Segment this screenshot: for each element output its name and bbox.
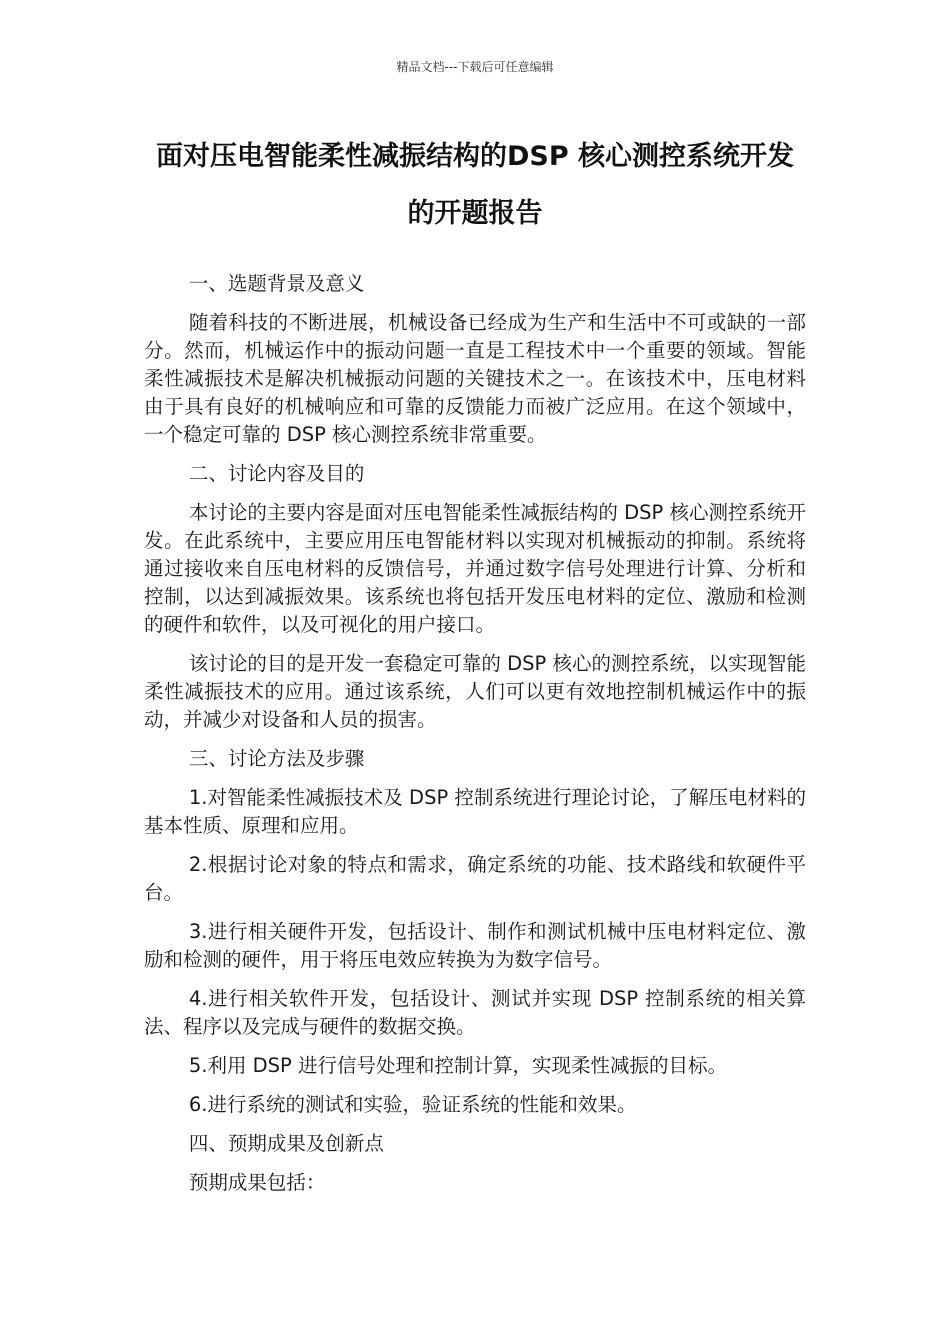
paragraph-expected-results: 预期成果包括：	[188, 1171, 326, 1194]
step-1: 1.对智能柔性减振技术及 DSP 控制系统进行理论讨论，了解压电材料的基本性质、原理和应用。	[144, 786, 806, 837]
section-heading-4: 四、预期成果及创新点	[188, 1132, 384, 1155]
paragraph-purpose: 该讨论的目的是开发一套稳定可靠的 DSP 核心的测控系统，以实现智能柔性减振技术的应用。通过该系统，人们可以更有效地控制机械运作中的振动，并减少对设备和人员的损害。	[144, 652, 806, 731]
header-note: 精品文档---下载后可任意编辑	[396, 60, 554, 74]
paragraph-content: 本讨论的主要内容是面对压电智能柔性减振结构的 DSP 核心测控系统开发。在此系统中，主要应用压电智能材料以实现对机械振动的抑制。系统将通过接收来自压电材料的反馈信号，并通过数字信号处理进行计算、分析和控制，以达到减振效果。该系统也将包括开发压电材料的定位、激励和检测的硬件和软件，以及可视化的用户接口。	[144, 501, 806, 636]
section-heading-2: 二、讨论内容及目的	[188, 462, 365, 485]
document-title: 面对压电智能柔性减振结构的DSP 核心测控系统开发的开题报告	[155, 141, 795, 229]
step-5: 5.利用 DSP 进行信号处理和控制计算，实现柔性减振的目标。	[188, 1054, 727, 1077]
section-heading-3: 三、讨论方法及步骤	[188, 747, 365, 770]
document-body	[144, 270, 806, 1208]
step-6: 6.进行系统的测试和实验，验证系统的性能和效果。	[188, 1093, 637, 1116]
step-4: 4.进行相关软件开发，包括设计、测试并实现 DSP 控制系统的相关算法、程序以及完成与硬件的数据交换。	[144, 987, 806, 1038]
step-3: 3.进行相关硬件开发，包括设计、制作和测试机械中压电材料定位、激励和检测的硬件，用于将压电效应转换为为数字信号。	[144, 920, 806, 971]
paragraph-background: 随着科技的不断进展，机械设备已经成为生产和生活中不可或缺的一部分。然而，机械运作中的振动问题一直是工程技术中一个重要的领域。智能柔性减振技术是解决机械振动问题的关键技术之一。在该技术中，压电材料由于具有良好的机械响应和可靠的反馈能力而被广泛应用。在这个领域中，一个稳定可靠的 DSP 核心测控系统非常重要。	[144, 311, 806, 446]
section-heading-1: 一、选题背景及意义	[188, 272, 365, 295]
step-2: 2.根据讨论对象的特点和需求，确定系统的功能、技术路线和软硬件平台。	[144, 853, 806, 904]
